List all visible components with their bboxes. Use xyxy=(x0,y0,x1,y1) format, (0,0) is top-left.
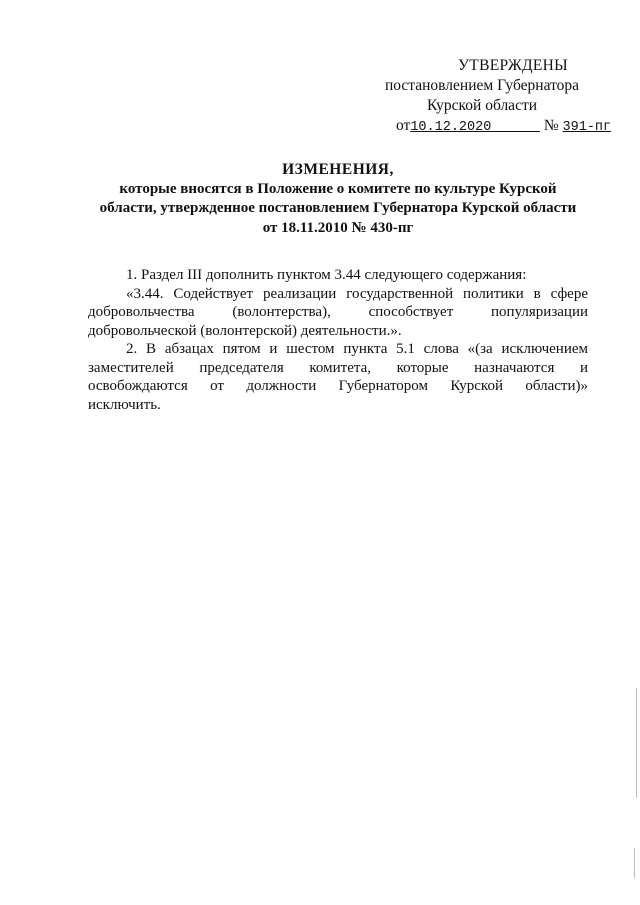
document-body xyxy=(88,266,588,414)
paragraph-3-line-4: исключить. xyxy=(88,396,161,413)
paragraph-3-line-1: 2. В абзацах пятом и шестом пункта 5.1 слова «(за исключением xyxy=(126,341,588,357)
paragraph-2-line-2: добровольчества (волонтерства), способствует популяризации xyxy=(88,304,588,320)
paragraph-2-line-3: добровольческой (волонтерской) деятельности.». xyxy=(88,322,402,339)
title-line-2: области, утвержденное постановлением Губернатора Курской области xyxy=(99,200,577,216)
paragraph-1 xyxy=(88,266,588,285)
paragraph-2 xyxy=(88,285,588,341)
paragraph-3 xyxy=(88,340,588,414)
paragraph-2-line-1: «3.44. Содействует реализации государственной политики в сфере xyxy=(126,285,588,302)
document-title xyxy=(88,160,588,238)
title-heading: ИЗМЕНЕНИЯ, xyxy=(282,161,394,178)
approval-stamp xyxy=(382,56,612,138)
title-line-3: от 18.11.2010 № 430-пг xyxy=(262,219,414,236)
paragraph-1-text: 1. Раздел III дополнить пунктом 3.44 следующего содержания: xyxy=(126,267,527,283)
approval-number: 391-пг xyxy=(562,120,612,135)
paragraph-3-line-2: заместителей председателя комитета, которые назначаются и xyxy=(88,359,588,376)
title-line-1: которые вносятся в Положение о комитете по культуре Курской xyxy=(119,180,557,197)
approval-line-1: постановлением Губернатора xyxy=(384,77,580,94)
scan-edge-mark xyxy=(634,848,635,878)
paragraph-3-line-3: освобождаются от должности Губернатором Курской области)» xyxy=(88,378,588,394)
date-prefix: от xyxy=(396,117,411,134)
approval-date-line xyxy=(382,116,612,138)
approval-heading: УТВЕРЖДЕНЫ xyxy=(458,57,568,74)
number-sign: № xyxy=(543,117,559,134)
approval-date: 10.12.2020 xyxy=(410,120,492,135)
approval-line-2: Курской области xyxy=(426,97,538,114)
scan-edge-mark xyxy=(636,688,637,798)
